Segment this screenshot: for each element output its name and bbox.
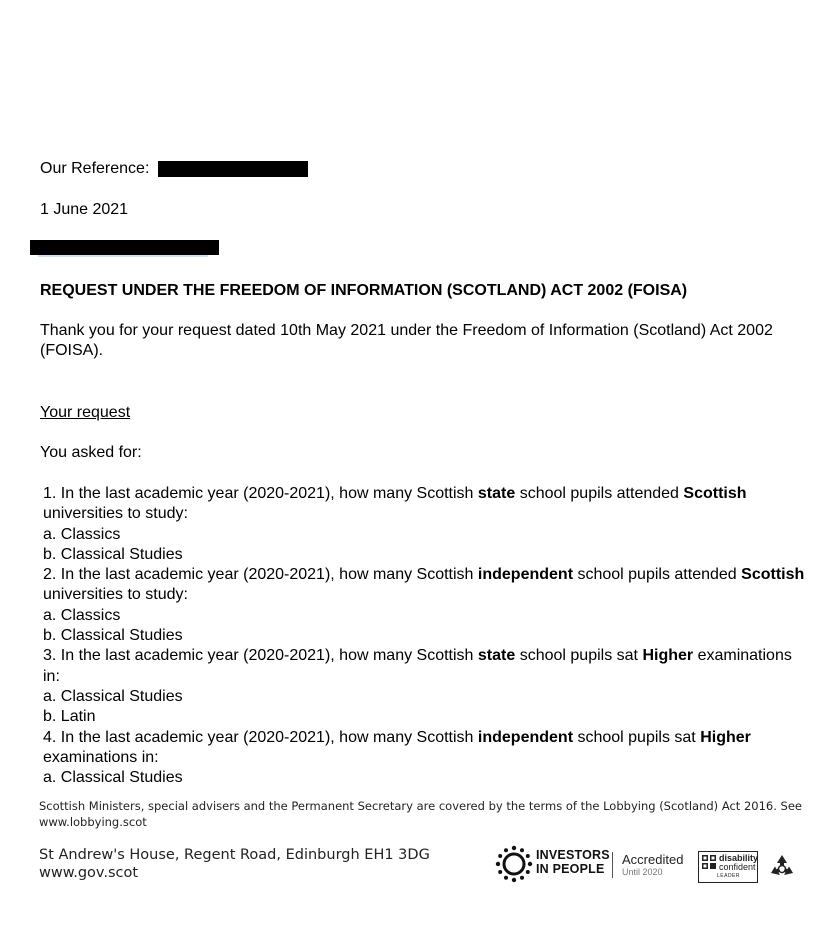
question-list bbox=[40, 484, 810, 788]
question-emphasis: state bbox=[477, 647, 516, 665]
question-emphasis: Higher bbox=[700, 728, 751, 746]
iip-text bbox=[536, 848, 610, 876]
question-text: school pupils sat bbox=[573, 728, 701, 746]
question-text: In the last academic year (2020-2021), how many Scottish bbox=[60, 647, 478, 665]
recycle-icon bbox=[769, 854, 795, 880]
accreditation-logos bbox=[494, 844, 799, 884]
address-block bbox=[39, 846, 430, 882]
redacted-reference bbox=[158, 161, 308, 177]
investors-in-people-icon bbox=[494, 844, 534, 884]
question-item bbox=[40, 728, 810, 769]
redacted-recipient bbox=[30, 240, 219, 255]
question-text: examinations in: bbox=[43, 647, 792, 685]
thanks-paragraph: Thank you for your request dated 10th May 2021 under the Freedom of Information (Scotland) Act 2002 (FOISA). bbox=[40, 322, 773, 360]
letter-date: 1 June 2021 bbox=[40, 201, 129, 218]
disability-confident-logo bbox=[698, 851, 758, 883]
reference-label: Our Reference: bbox=[40, 160, 150, 177]
accredited-label: Accredited bbox=[622, 852, 684, 867]
question-item bbox=[40, 646, 810, 687]
address-line: St Andrew's House, Regent Road, Edinburgh EH1 3DG bbox=[39, 847, 430, 863]
question-emphasis: Scottish bbox=[741, 566, 805, 584]
question-text: universities to study: bbox=[43, 505, 188, 523]
question-number: 3. bbox=[43, 647, 57, 665]
question-emphasis: Higher bbox=[642, 647, 694, 665]
page-title: REQUEST UNDER THE FREEDOM OF INFORMATION (SCOTLAND) ACT 2002 (FOISA) bbox=[40, 282, 688, 299]
question-text: In the last academic year (2020-2021), how many Scottish bbox=[60, 728, 478, 746]
iip-line2: IN PEOPLE bbox=[536, 862, 605, 876]
question-number: 4. bbox=[43, 728, 57, 746]
question-subitem: a. Classical Studies bbox=[43, 687, 183, 705]
investors-in-people-logo bbox=[494, 844, 610, 884]
redaction-underline bbox=[38, 255, 208, 257]
disability-confident-icon bbox=[702, 855, 716, 869]
question-text: school pupils attended bbox=[573, 566, 742, 584]
question-subitem: a. Classics bbox=[43, 606, 121, 624]
question-subitem: a. Classics bbox=[43, 525, 121, 543]
website-link[interactable]: www.gov.scot bbox=[39, 865, 139, 881]
question-emphasis: state bbox=[477, 485, 516, 502]
lobbying-note: Scottish Ministers, special advisers and the Permanent Secretary are covered by the terms of the Lobbying (Scotland) Act 2016. See www.lobbying.scot bbox=[39, 799, 802, 829]
question-emphasis: Scottish bbox=[683, 485, 747, 502]
question-text: school pupils attended bbox=[515, 485, 684, 502]
dc-text bbox=[719, 854, 758, 872]
question-subitem: a. Classical Studies bbox=[43, 769, 183, 787]
question-number: 1. bbox=[43, 485, 57, 502]
question-text: school pupils sat bbox=[515, 647, 643, 665]
logo-divider bbox=[612, 852, 613, 878]
request-heading: Your request bbox=[40, 404, 131, 421]
iip-line1: INVESTORS bbox=[536, 848, 610, 862]
question-text: In the last academic year (2020-2021), how many Scottish bbox=[60, 566, 478, 584]
question-text: examinations in: bbox=[43, 748, 159, 766]
question-subitem: b. Latin bbox=[43, 708, 96, 726]
dc-line2: confident bbox=[719, 862, 756, 872]
accredited-until: Until 2020 bbox=[622, 867, 663, 877]
question-subitem: b. Classical Studies bbox=[43, 545, 183, 563]
dc-line1: disability bbox=[719, 853, 759, 863]
question-emphasis: independent bbox=[477, 728, 574, 746]
question-subitem: b. Classical Studies bbox=[43, 627, 183, 645]
dc-leader: LEADER bbox=[717, 873, 741, 879]
asked-for-label: You asked for: bbox=[40, 444, 142, 461]
question-number: 2. bbox=[43, 566, 57, 584]
question-text: universities to study: bbox=[43, 586, 188, 604]
question-item bbox=[40, 484, 810, 525]
question-text: In the last academic year (2020-2021), how many Scottish bbox=[60, 485, 478, 502]
question-item bbox=[40, 565, 810, 606]
question-emphasis: independent bbox=[477, 566, 574, 584]
accredited-text bbox=[622, 853, 683, 878]
